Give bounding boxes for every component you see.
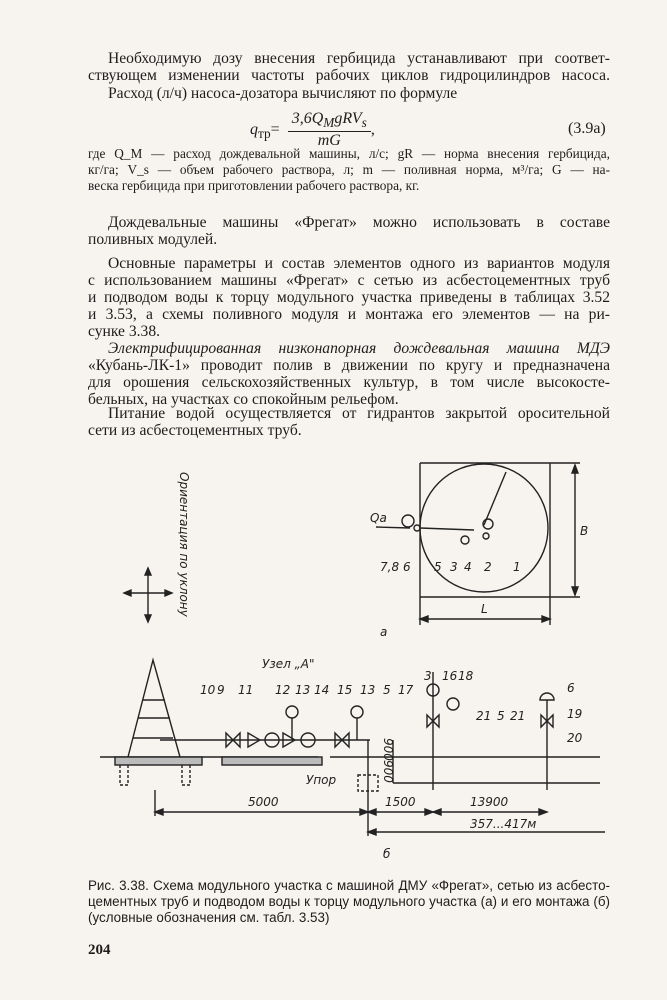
- callout-label: 10: [200, 683, 216, 697]
- callout-label: 2: [484, 560, 492, 574]
- text-line: сунке 3.38.: [88, 323, 161, 340]
- callout-label: 20: [567, 731, 583, 745]
- callout-label: 5: [497, 709, 505, 723]
- orientation-cross-icon: [124, 568, 172, 622]
- callout-label: 14: [314, 683, 330, 697]
- text-line: Основные параметры и состав элементов одного из вариантов модуля: [108, 255, 610, 272]
- text-line: поливных модулей.: [88, 231, 218, 248]
- callout-label: 9: [217, 683, 225, 697]
- text-line: Необходимую дозу внесения гербицида устанавливают при соответ-: [108, 50, 610, 67]
- formula-lhs-sub: тр: [258, 125, 271, 141]
- text-line: с использованием машины «Фрегат» с сетью из асбестоцементных труб: [88, 272, 610, 289]
- text-line: Электрифицированная низконапорная дождевальная машина МДЭ: [108, 340, 610, 357]
- text-line: кг/га; V_s — объем рабочего раствора, л; m — поливная норма, м³/га; G — на-: [88, 162, 610, 177]
- figure-a: [124, 463, 588, 639]
- callout-label: 6: [403, 560, 411, 574]
- callout-label: 12: [275, 683, 291, 697]
- dimension-label: 5000: [248, 795, 279, 809]
- callout-label: 13: [360, 683, 376, 697]
- callout-label: 6: [567, 681, 575, 695]
- hydrant-icon: [402, 515, 414, 527]
- figure-b: [100, 657, 605, 861]
- valve-icons: [226, 706, 363, 747]
- callout-label: 13: [295, 683, 311, 697]
- dim-900-top: 900: [381, 738, 395, 761]
- formula-comma: ,: [370, 120, 375, 138]
- formula-lhs: q: [250, 120, 258, 138]
- dimension-label: 1500: [385, 795, 416, 809]
- formula-eq: =: [270, 120, 280, 138]
- callout-label: 3: [450, 560, 458, 574]
- formula-numerator: $3,6Q_MgRV_s$: [288, 110, 371, 132]
- caption-line: (условные обозначения см. табл. 3.53): [88, 910, 330, 925]
- callout-label: 3: [424, 669, 432, 683]
- text-line: для орошения сельскохозяйственных культур, в том числе высокосте-: [88, 374, 610, 391]
- caption-line: цементных труб и подводом воды к торцу модульного участка (а) и его монтажа (б): [88, 894, 610, 909]
- stop-label: Упор: [306, 773, 337, 787]
- text-line: сети из асбестоцементных труб.: [88, 422, 302, 439]
- callout-label: 18: [458, 669, 474, 683]
- callout-label: 21: [476, 709, 492, 723]
- callout-label: 5: [383, 683, 391, 697]
- callout-label: 19: [567, 707, 583, 721]
- callout-label: 7,8: [380, 560, 400, 574]
- supply-pipe: [420, 528, 474, 530]
- callout-label: 4: [464, 560, 472, 574]
- caption-line: Рис. 3.38. Схема модульного участка с машиной ДМУ «Фрегат», сетью из асбесто-: [88, 878, 610, 893]
- range-label: 357...417м: [470, 817, 537, 831]
- formula-denominator: mG: [317, 132, 341, 150]
- callout-label: 11: [238, 683, 254, 697]
- dim-900-bottom: 900: [381, 760, 395, 783]
- text-line: и подводом воды к торцу модульного участка приведены в таблицах 3.52: [88, 289, 610, 306]
- subfigure-label-b: б: [383, 847, 391, 861]
- text-line: и 3.53, а схемы поливного модуля и монтажа его элементов — на ри-: [88, 306, 610, 323]
- orientation-label: Ориентация по уклону: [177, 472, 191, 617]
- callout-label: 16: [442, 669, 458, 683]
- callout-label: 21: [510, 709, 526, 723]
- callout-label: 15: [337, 683, 353, 697]
- callout-label: 5: [434, 560, 442, 574]
- dimension-l-label: L: [481, 602, 488, 616]
- dimension-label: 13900: [470, 795, 509, 809]
- callout-label: 17: [398, 683, 414, 697]
- node-a-label: Узел „А": [262, 657, 315, 671]
- text-line: где Q_M — расход дождевальной машины, л/с; gR — норма внесения гербицида,: [88, 146, 610, 161]
- dimension-b-label: В: [580, 524, 589, 538]
- page-number: 204: [88, 942, 111, 958]
- text-line: Расход (л/ч) насоса-дозатора вычисляют по формуле: [108, 85, 458, 102]
- text-line: бельных, на участках со спокойным рельефом.: [88, 391, 399, 408]
- callout-label: 1: [513, 560, 521, 574]
- tower-icon: [128, 660, 180, 757]
- callout-labels-b: [200, 669, 583, 745]
- text-line: «Кубань-ЛК-1» проводит полив в движении по кругу и предназначена: [88, 357, 610, 374]
- text-line: веска гербицида при приготовлении рабочего раствора, кг.: [88, 178, 420, 193]
- equation-number: (3.9а): [568, 120, 606, 137]
- machine-arm: [484, 472, 506, 525]
- text-line: Дождевальные машины «Фрегат» можно использовать в составе: [108, 214, 610, 231]
- subfigure-label-a: а: [380, 625, 388, 639]
- text-line: ствующем изменении частоты рабочих циклов гидроцилиндров насоса.: [88, 67, 610, 84]
- text-line: Питание водой осуществляется от гидрантов закрытой оросительной: [108, 405, 610, 422]
- qa-label: Qа: [370, 511, 387, 525]
